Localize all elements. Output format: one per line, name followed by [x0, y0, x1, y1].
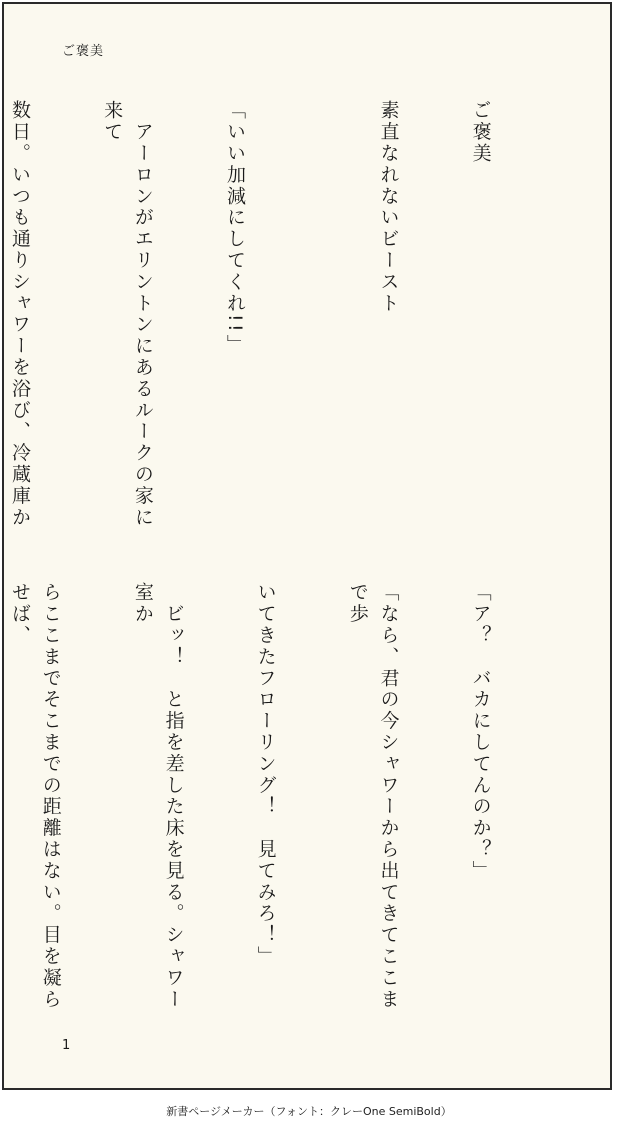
lower-text-block: [9, 582, 557, 1022]
book-page: [2, 2, 612, 1090]
text-column: いてきたフローリング！ 見てみろ！」: [254, 582, 277, 968]
text-column: 素直なれないビースト: [377, 100, 400, 314]
text-column: 数日。いつも通りシャワーを浴び、冷蔵庫か: [9, 100, 32, 528]
text-column: ビッ！ と指を差した床を見る。シャワー室か: [131, 582, 185, 1010]
text-column: 「いい加減にしてくれ!!」: [223, 100, 246, 356]
text-column: アーロンがエリントンにあるルークの家に来て: [101, 100, 154, 528]
text-column: 「なら、君の今シャワーから出てきてここまで歩: [346, 582, 400, 1010]
generator-credit: 新書ページメーカー（フォント：クレーOne SemiBold）: [166, 1105, 452, 1118]
text-column: ご褒美: [469, 100, 492, 165]
text-column: 「ア？ バカにしてんのか？」: [469, 582, 492, 882]
page-number: 1: [62, 1038, 71, 1053]
running-header-title: ご褒美: [62, 44, 105, 59]
upper-text-block: [9, 100, 557, 540]
text-column: らここまでそこまでの距離はない。目を凝らせば、: [9, 582, 62, 1010]
